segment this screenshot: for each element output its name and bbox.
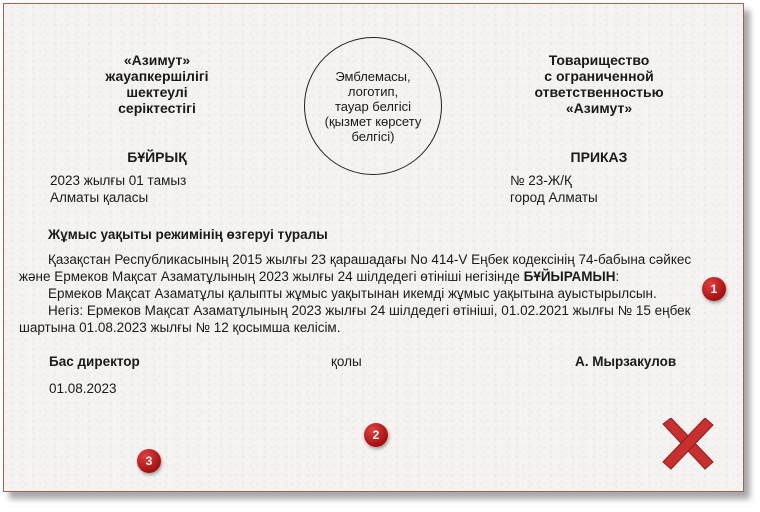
body-line: Негіз: Ермеков Мақсат Азаматұлының 2023 жылғы 24 шілдедегі өтініші, 01.02.2021 жылғы № 15 еңбек <box>48 303 691 318</box>
order-date: 2023 жылғы 01 тамыз <box>50 173 187 188</box>
order-city-kz: Алматы қаласы <box>50 190 149 205</box>
order-title-kz: БҰЙРЫҚ <box>127 149 187 165</box>
right-header-line: ответственностью <box>534 84 664 100</box>
emblem-line: тауар белгісі <box>334 98 411 114</box>
order-title-ru: ПРИКАЗ <box>570 149 628 165</box>
emblem-line: белгісі) <box>351 128 395 144</box>
signature-date: 01.08.2023 <box>49 381 117 396</box>
order-number: № 23-Ж/Қ <box>510 173 572 188</box>
left-header-line: серіктестігі <box>118 100 196 116</box>
signer-position: Бас директор <box>49 354 140 369</box>
left-header-line: «Азимут» <box>123 52 191 68</box>
right-header-line: Товарищество <box>548 52 650 68</box>
annotation-badge-2[interactable]: 2 <box>364 423 388 447</box>
body-line: Қазақстан Республикасының 2015 жылғы 23 қарашадағы No 414-V Еңбек кодексінің 74-бабына сәйкес <box>48 252 692 267</box>
left-header <box>87 52 227 116</box>
body-punct: : <box>615 269 620 284</box>
annotation-badge-1[interactable]: 1 <box>702 277 726 301</box>
emblem-line: (қызмет көрсету <box>324 113 422 129</box>
body-line <box>19 268 619 285</box>
right-header-line: с ограниченной <box>544 68 654 84</box>
order-subject: Жұмыс уақыты режимінің өзгеруі туралы <box>48 227 328 242</box>
body-line: Ермеков Мақсат Азаматұлы қалыпты жұмыс уақытынан икемді жұмыс уақытына ауыстырылсын. <box>48 286 657 301</box>
right-header <box>519 52 679 116</box>
body-text: және Ермеков Мақсат Азаматұлының 2023 жылғы 24 шілдедегі өтініші негізінде <box>19 269 524 284</box>
annotation-badge-3[interactable]: 3 <box>137 449 161 473</box>
body-line: шартына 01.08.2023 жылғы № 12 қосымша келісім. <box>19 320 341 335</box>
order-city-ru: город Алматы <box>510 190 598 205</box>
left-header-line: жауапкершілігі <box>105 68 209 84</box>
emblem-line: Эмблемасы, <box>335 68 411 84</box>
document-sheet <box>3 3 744 492</box>
left-header-line: шектеулі <box>126 84 188 100</box>
x-mark-icon <box>659 418 717 470</box>
signature-label: қолы <box>331 354 362 369</box>
emblem-line: логотип, <box>347 83 399 99</box>
emblem-circle <box>304 37 442 175</box>
signer-name: А. Мырзакулов <box>575 354 677 369</box>
decree-word: БҰЙЫРАМЫН <box>523 269 616 284</box>
right-header-line: «Азимут» <box>565 100 633 116</box>
